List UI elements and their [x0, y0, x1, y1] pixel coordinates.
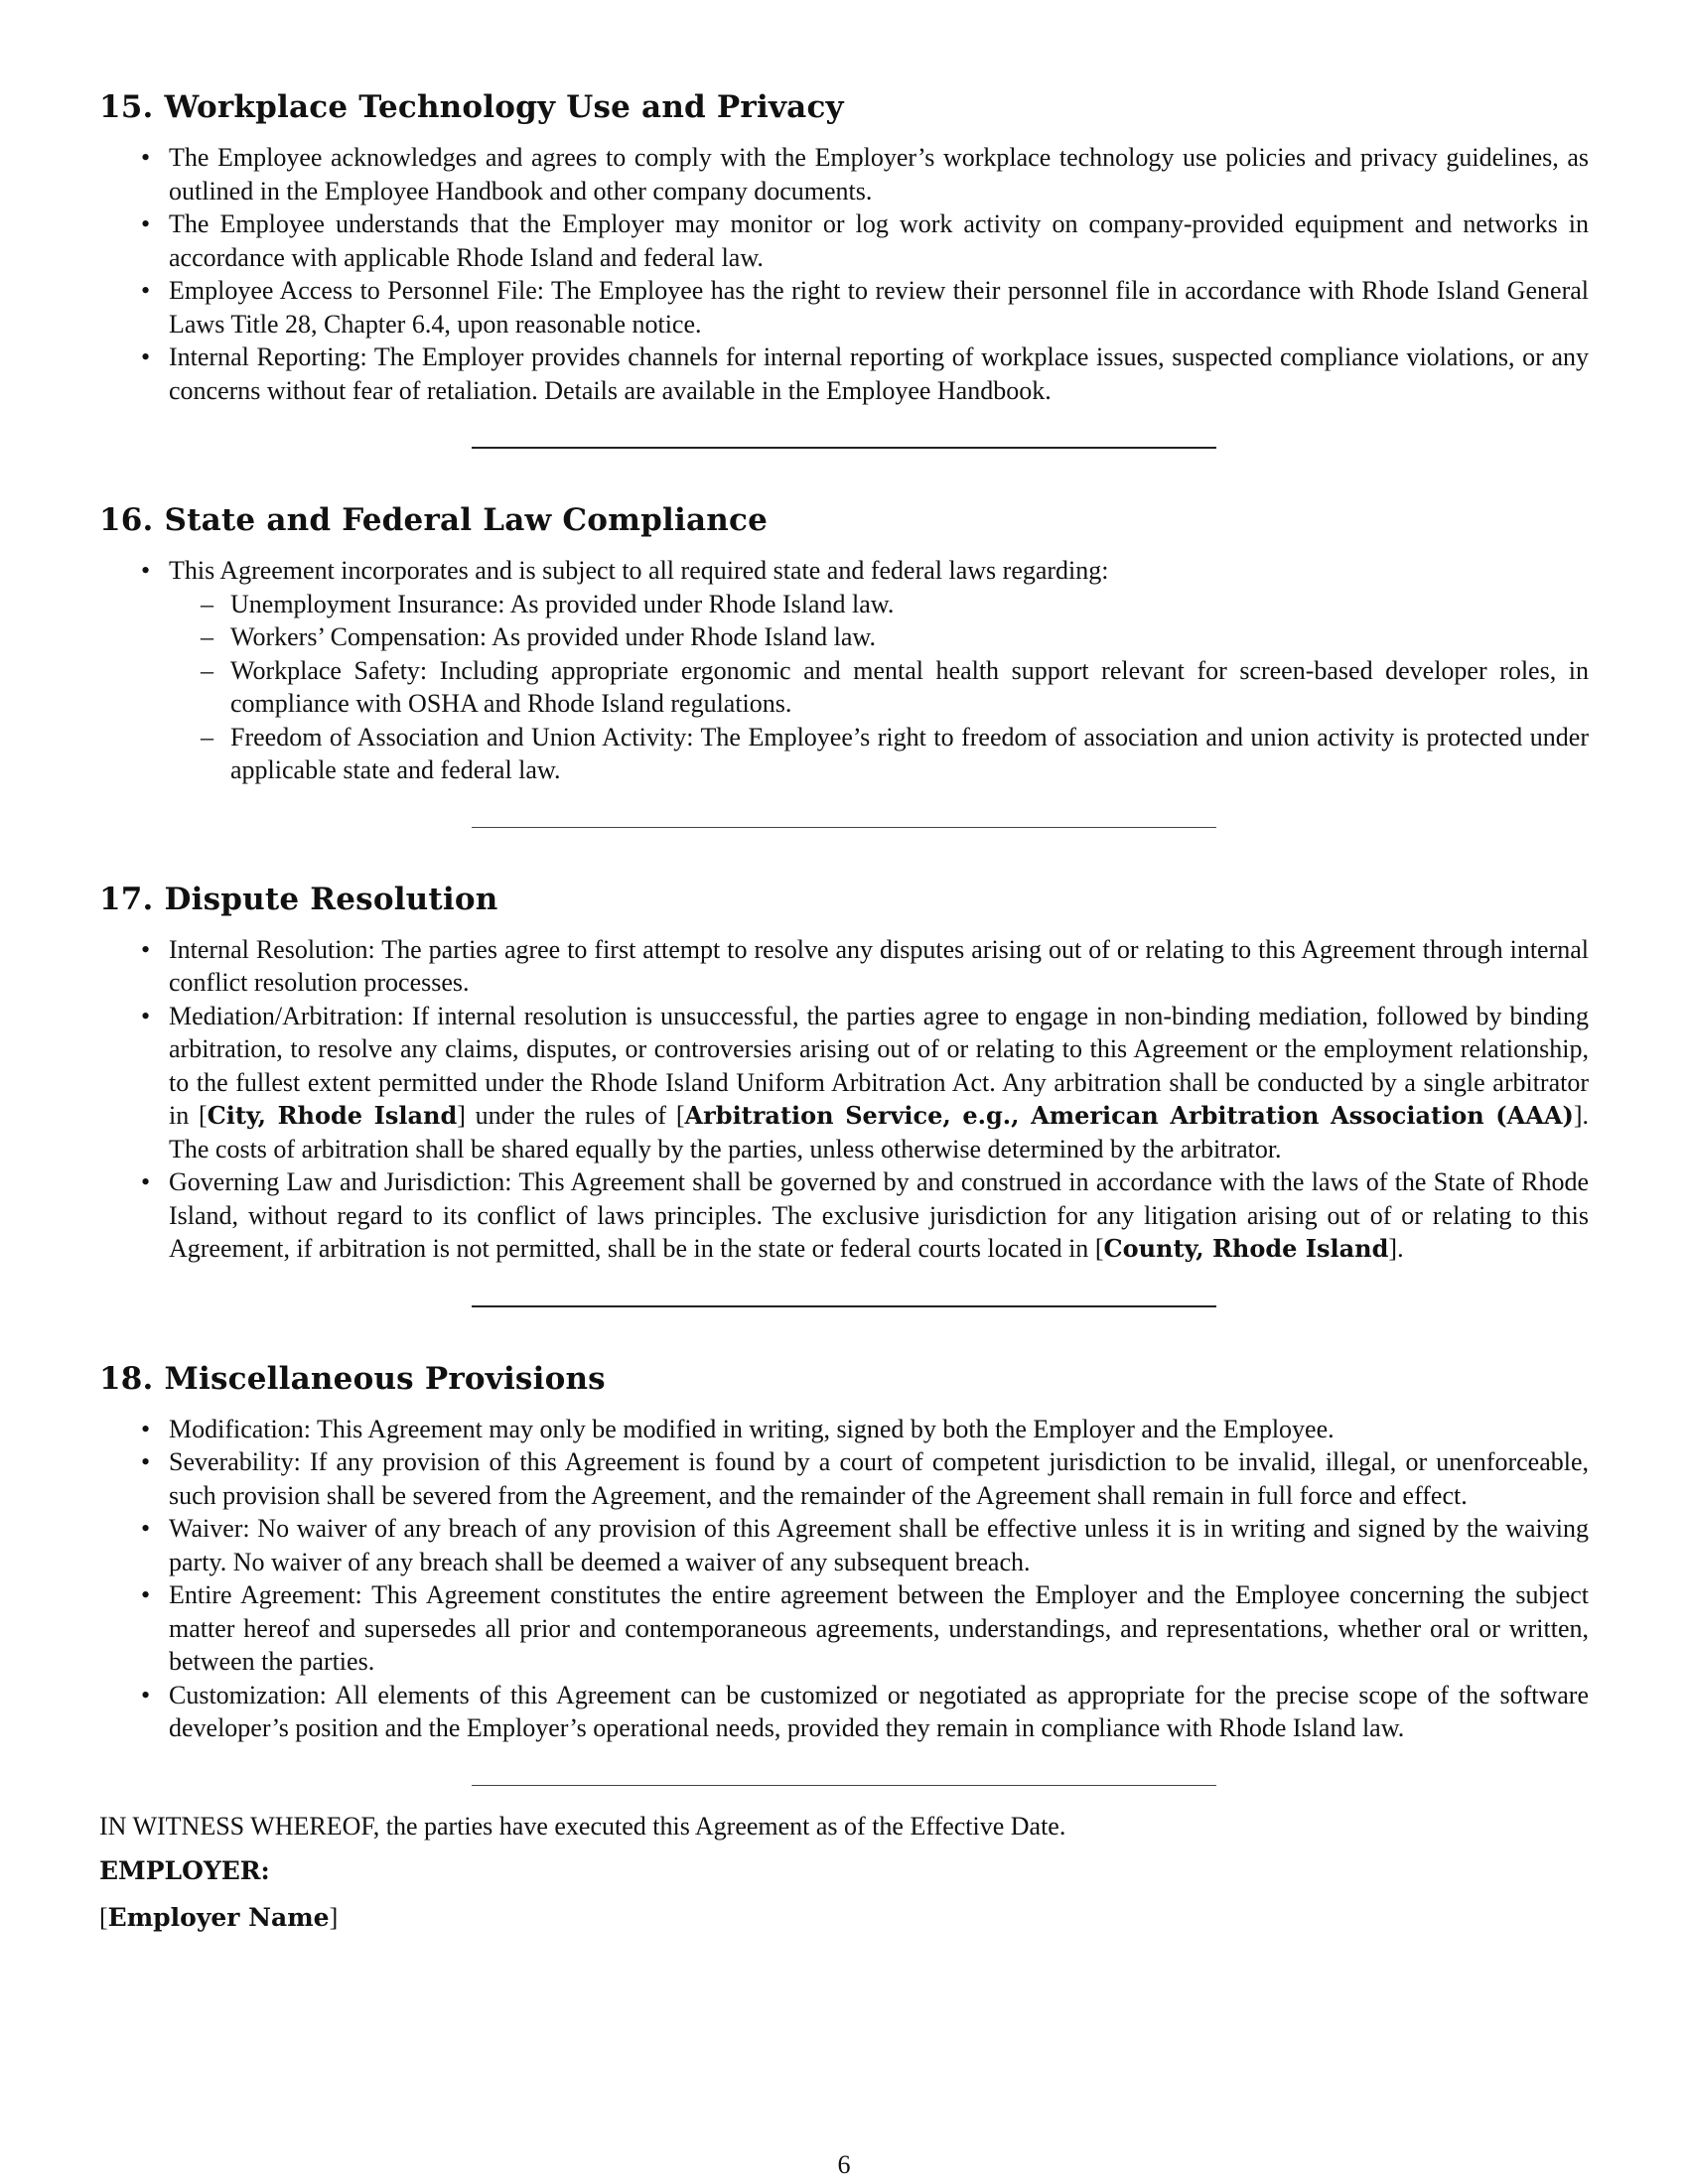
section-16-list: [99, 554, 1589, 787]
list-item: • Modification: This Agreement may only be modified in writing, signed by both the Employer and the Employee.: [99, 1413, 1589, 1446]
list-item: • Severability: If any provision of this Agreement is found by a court of competent jurisdiction to be invalid, illegal, or unenforceable, such provision shall be severed from the Agreement, and the remainder of the Agreement shall remain in full force and effect.: [99, 1445, 1589, 1512]
arbitration-text: Mediation/Arbitration: If internal resolution is unsuccessful, the parties agree to engage in non-binding mediation, followed by binding arbitration, to resolve any claims, disputes, or controversies arising out of or relating to this Agreement or the employment relationship, to the fullest extent permitted under the Rhode Island Uniform Arbitration Act. Any arbitration shall be conducted by a single arbitrator in: [169, 1001, 1589, 1130]
sub-list-item: – Workplace Safety: Including appropriate ergonomic and mental health support relevant for screen-based developer roles, in compliance with OSHA and Rhode Island regulations.: [169, 654, 1589, 721]
list-item: • Entire Agreement: This Agreement constitutes the entire agreement between the Employer and the Employee concerning the subject matter hereof and supersedes all prior and contemporaneous agreements, understandings, and representations, whether oral or written, between the parties.: [99, 1578, 1589, 1679]
section-15-title: 15. Workplace Technology Use and Privacy: [99, 89, 844, 125]
section-16-sublist: [169, 588, 1589, 787]
jurisdiction-text: .: [1397, 1234, 1404, 1263]
witness-statement: IN WITNESS WHEREOF, the parties have executed this Agreement as of the Effective Date.: [99, 1811, 1066, 1841]
list-item: [99, 554, 1589, 787]
list-item: • The Employee acknowledges and agrees to comply with the Employer’s workplace technology use policies and privacy guidelines, as outlined in the Employee Handbook and other company documents.: [99, 141, 1589, 207]
list-item: • Internal Reporting: The Employer provides channels for internal reporting of workplace issues, suspected compliance violations, or any concerns without fear of retaliation. Details are available in the Employee Handbook.: [99, 341, 1589, 407]
employer-name-placeholder: Employer Name: [107, 1902, 330, 1932]
document-page: [99, 89, 1589, 1933]
list-item: • Customization: All elements of this Agreement can be customized or negotiated as appropriate for the precise scope of the software developer’s position and the Employer’s operational needs, provided they remain in compliance with Rhode Island law.: [99, 1679, 1589, 1745]
section-16-intro: This Agreement incorporates and is subject to all required state and federal laws regarding:: [169, 556, 1109, 585]
section-17-title: 17. Dispute Resolution: [99, 881, 498, 917]
arbitration-text: . The costs of arbitration shall be shared equally by the parties, unless otherwise determined by the arbitrator.: [169, 1101, 1590, 1163]
list-item: • Employee Access to Personnel File: The Employee has the right to review their personnel file in accordance with Rhode Island General Laws Title 28, Chapter 6.4, upon reasonable notice.: [99, 274, 1589, 341]
employer-label: EMPLOYER:: [99, 1855, 270, 1885]
section-18-list: [99, 1413, 1589, 1745]
arbitration-city-placeholder: City, Rhode Island: [207, 1101, 458, 1130]
arbitration-service-placeholder: Arbitration Service, e.g., American Arbitration Association (AAA): [684, 1101, 1574, 1130]
county-placeholder: County, Rhode Island: [1103, 1234, 1389, 1263]
page-number: 6: [837, 2150, 851, 2179]
list-item: • The Employee understands that the Employer may monitor or log work activity on company-provided equipment and networks in accordance with applicable Rhode Island and federal law.: [99, 207, 1589, 274]
arbitration-text: under the rules of: [465, 1101, 676, 1130]
section-18-title: 18. Miscellaneous Provisions: [99, 1360, 606, 1397]
employer-name-line: [Employer Name]: [99, 1902, 339, 1932]
list-item: • Waiver: No waiver of any breach of any provision of this Agreement shall be effective unless it is in writing and signed by the waiving party. No waiver of any breach shall be deemed a waiver of any subsequent breach.: [99, 1512, 1589, 1578]
list-item: • Internal Resolution: The parties agree to first attempt to resolve any disputes arising out of or relating to this Agreement through internal conflict resolution processes.: [99, 933, 1589, 1000]
list-item: • Governing Law and Jurisdiction: This Agreement shall be governed by and construed in accordance with the laws of the State of Rhode Island, without regard to its conflict of laws principles. The exclusive jurisdiction for any litigation arising out of or relating to this Agreement, if arbitration is not permitted, shall be in the state or federal courts located in [County, Rhode Island].: [99, 1165, 1589, 1266]
section-15-list: [99, 141, 1589, 407]
sub-list-item: – Freedom of Association and Union Activity: The Employee’s right to freedom of association and union activity is protected under applicable state and federal law.: [169, 721, 1589, 787]
sub-list-item: – Workers’ Compensation: As provided under Rhode Island law.: [169, 620, 1589, 654]
jurisdiction-text: Governing Law and Jurisdiction: This Agreement shall be governed by and construed in accordance with the laws of the State of Rhode Island, without regard to its conflict of laws principles. The exclusive jurisdiction for any litigation arising out of or relating to this Agreement, if arbitration is not permitted, shall be in the state or federal courts located in: [169, 1167, 1589, 1263]
sub-list-item: – Unemployment Insurance: As provided under Rhode Island law.: [169, 588, 1589, 621]
section-16-title: 16. State and Federal Law Compliance: [99, 502, 769, 538]
section-17-list: [99, 933, 1589, 1266]
list-item: • Mediation/Arbitration: If internal resolution is unsuccessful, the parties agree to engage in non-binding mediation, followed by binding arbitration, to resolve any claims, disputes, or controversies arising out of or relating to this Agreement or the employment relationship, to the fullest extent permitted under the Rhode Island Uniform Arbitration Act. Any arbitration shall be conducted by a single arbitrator in [City, Rhode Island] under the rules of [Arbitration Service, e.g., American Arbitration Association (AAA)]. The costs of arbitration shall be shared equally by the parties, unless otherwise determined by the arbitrator.: [99, 1000, 1589, 1166]
